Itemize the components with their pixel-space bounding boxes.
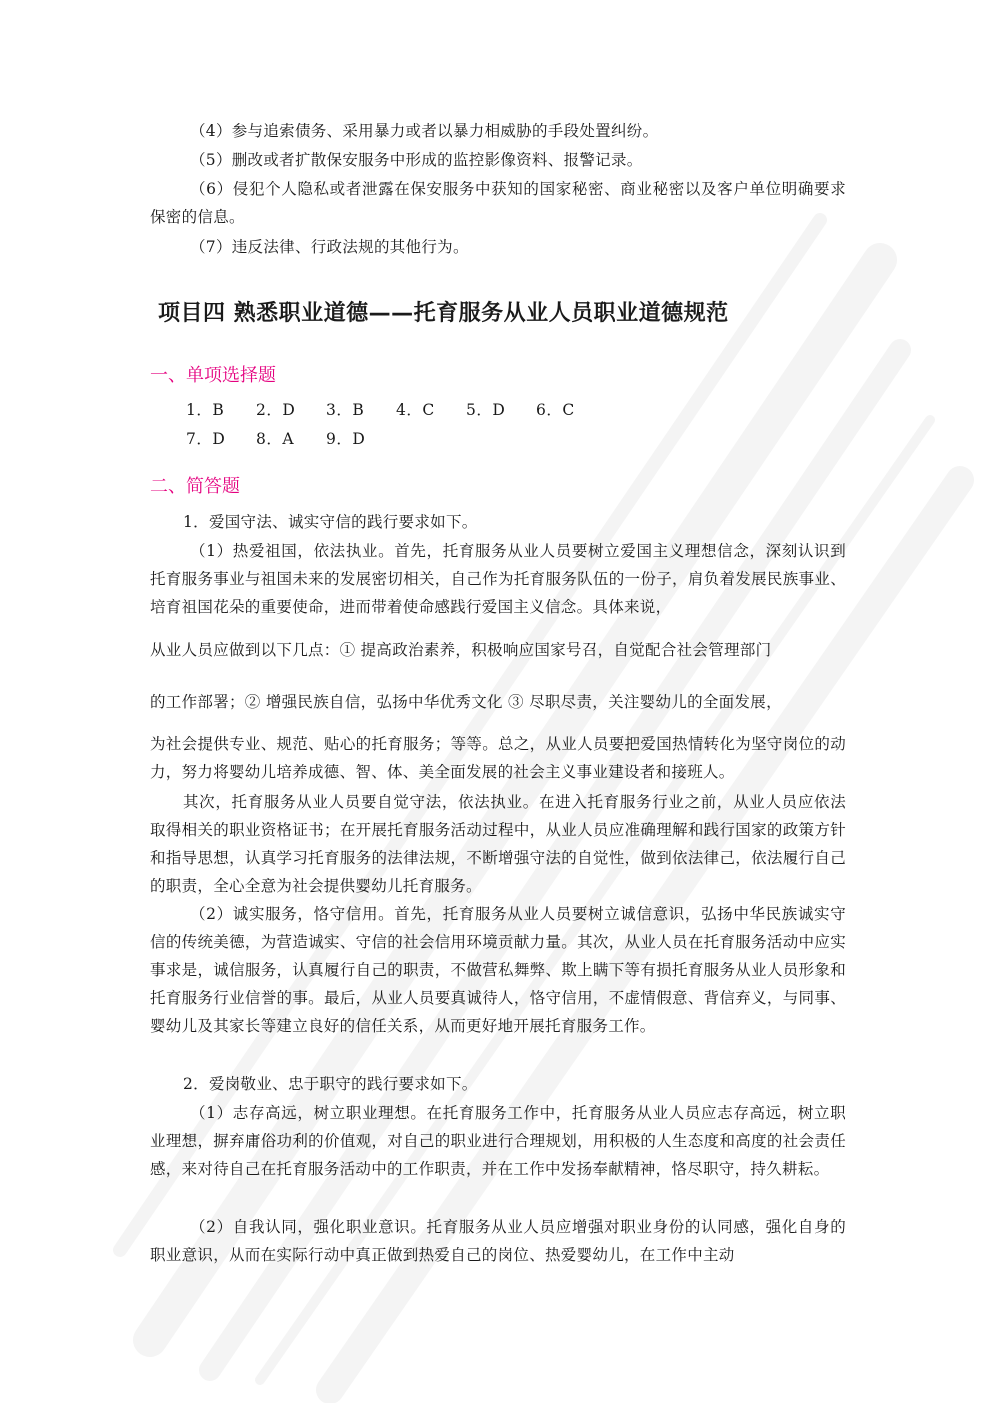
paragraph: （2）诚实服务，恪守信用。首先，托育服务从业人员要树立诚信意识，弘扬中华民族诚实守信的传统美德，为营造诚实、守信的社会信用环境贡献力量。其次，从业人员在托育服务活动中应实事求是，诚信服务，认真履行自己的职责，不做营私舞弊、欺上瞒下等有损托育服务从业人员形象和托育服务行业信誉的事。最后，从业人员要真诚待人，恪守信用，不虚情假意、背信弃义，与同事、婴幼儿及其家长等建立良好的信任关系，从而更好地开展托育服务工作。	[150, 905, 846, 1035]
answer-item: 3．B	[326, 401, 365, 419]
list-item: （7）违反法律、行政法规的其他行为。	[190, 238, 469, 256]
paragraph: 从业人员应做到以下几点：① 提高政治素养，积极响应国家号召，自觉配合社会管理部门	[150, 641, 772, 659]
answer-item: 7．D	[186, 430, 226, 448]
section-heading-short-answer: 二、简答题	[150, 476, 240, 497]
answer-item: 6．C	[536, 401, 575, 419]
answer-item: 2．D	[256, 401, 296, 419]
answer-row	[186, 427, 396, 449]
answer-row	[186, 398, 606, 420]
answer-item: 8．A	[256, 430, 295, 448]
answer-item: 1．B	[186, 401, 225, 419]
paragraph: 的工作部署；② 增强民族自信，弘扬中华优秀文化 ③ 尽职尽责，关注婴幼儿的全面发展，	[150, 693, 782, 711]
answer-item: 5．D	[466, 401, 506, 419]
page-title: 项目四 熟悉职业道德——托育服务从业人员职业道德规范	[158, 301, 729, 326]
answer-item: 9．D	[326, 430, 366, 448]
paragraph: （1）热爱祖国，依法执业。首先，托育服务从业人员要树立爱国主义理想信念，深刻认识到托育服务事业与祖国未来的发展密切相关，自己作为托育服务队伍的一份子，肩负着发展民族事业、培育祖国花朵的重要使命，进而带着使命感践行爱国主义信念。具体来说，	[150, 542, 846, 616]
paragraph: （1）志存高远，树立职业理想。在托育服务工作中，托育服务从业人员应志存高远，树立职业理想，摒弃庸俗功利的价值观，对自己的职业进行合理规划，用积极的人生态度和高度的社会责任感，来对待自己在托育服务活动中的工作职责，并在工作中发扬奉献精神，恪尽职守，持久耕耘。	[150, 1104, 846, 1178]
list-item: （5）删改或者扩散保安服务中形成的监控影像资料、报警记录。	[190, 151, 643, 169]
answer-item: 4．C	[396, 401, 435, 419]
list-item: （6）侵犯个人隐私或者泄露在保安服务中获知的国家秘密、商业秘密以及客户单位明确要求保密的信息。	[150, 180, 846, 226]
paragraph: 2．爱岗敬业、忠于职守的践行要求如下。	[183, 1075, 478, 1093]
paragraph: 为社会提供专业、规范、贴心的托育服务；等等。总之，从业人员要把爱国热情转化为坚守岗位的动力，努力将婴幼儿培养成德、智、体、美全面发展的社会主义事业建设者和接班人。	[150, 735, 846, 781]
paragraph: 其次，托育服务从业人员要自觉守法，依法执业。在进入托育服务行业之前，从业人员应依法取得相关的职业资格证书；在开展托育服务活动过程中，从业人员应准确理解和践行国家的政策方针和指导思想，认真学习托育服务的法律法规，不断增强守法的自觉性，做到依法律己，依法履行自己的职责，全心全意为社会提供婴幼儿托育服务。	[150, 793, 846, 895]
section-heading-choice: 一、单项选择题	[150, 365, 276, 386]
paragraph: （2）自我认同，强化职业意识。托育服务从业人员应增强对职业身份的认同感，强化自身的职业意识，从而在实际行动中真正做到热爱自己的岗位、热爱婴幼儿，在工作中主动	[150, 1218, 846, 1264]
paragraph: 1．爱国守法、诚实守信的践行要求如下。	[183, 513, 478, 531]
list-item: （4）参与追索债务、采用暴力或者以暴力相威胁的手段处置纠纷。	[190, 122, 659, 140]
